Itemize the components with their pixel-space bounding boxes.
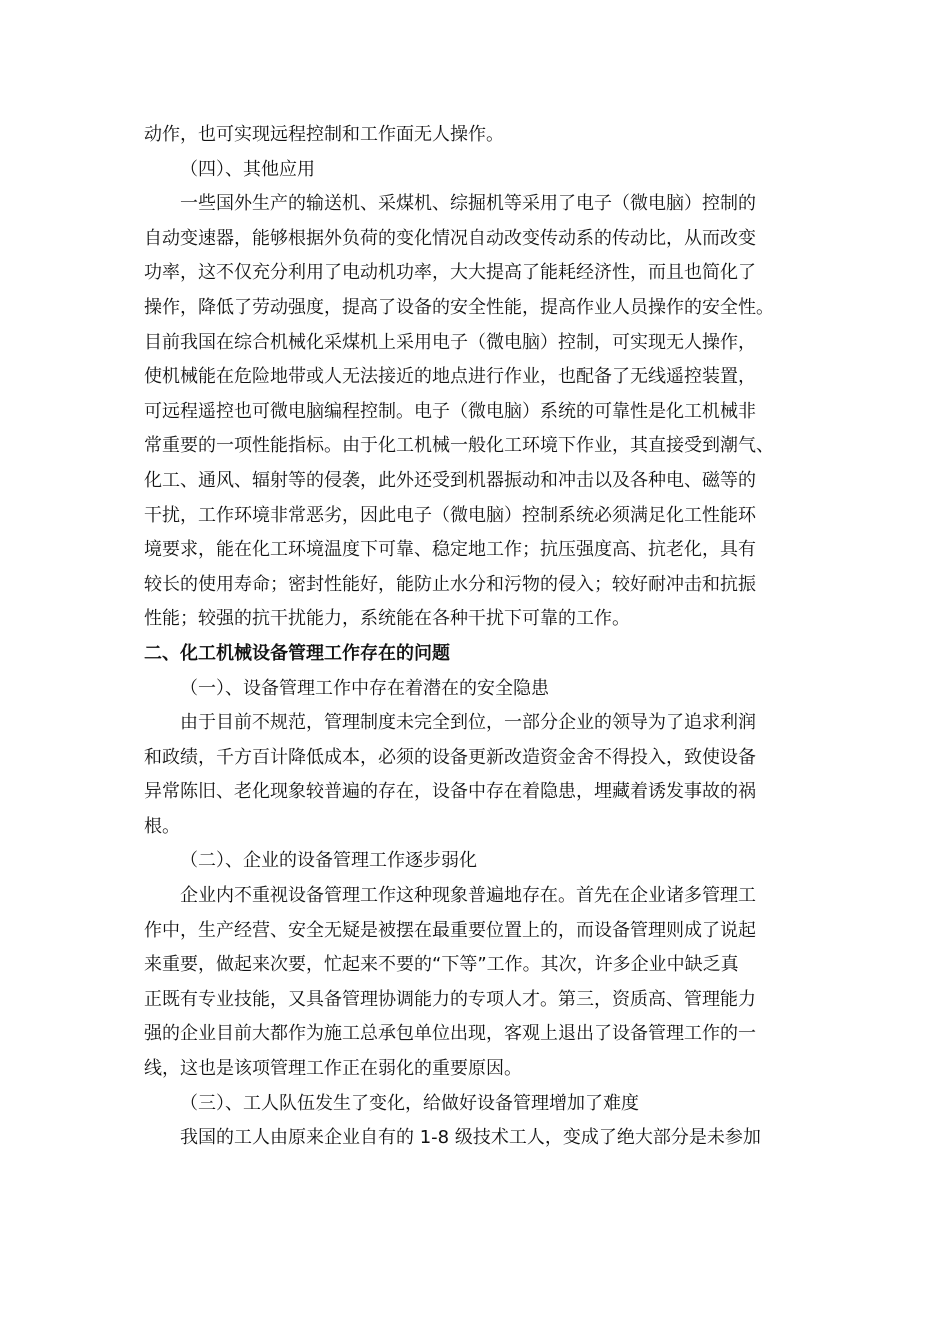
paragraph-line: 功率，这不仅充分利用了电动机功率，大大提高了能耗经济性，而且也简化了 xyxy=(144,262,756,284)
paragraph-line: 性能；较强的抗干扰能力，系统能在各种干扰下可靠的工作。 xyxy=(144,608,630,630)
paragraph-line: 作中，生产经营、安全无疑是被摆在最重要位置上的，而设备管理则成了说起 xyxy=(144,919,756,941)
paragraph-line: 自动变速器，能够根据外负荷的变化情况自动改变传动系的传动比，从而改变 xyxy=(144,227,756,249)
paragraph-line: 较长的使用寿命；密封性能好，能防止水分和污物的侵入；较好耐冲击和抗振 xyxy=(144,573,756,595)
document-body xyxy=(144,118,824,1156)
paragraph-line: 动作，也可实现远程控制和工作面无人操作。 xyxy=(144,124,504,145)
paragraph-line: 来重要，做起来次要，忙起来不要的“下等”工作。其次，许多企业中缺乏真 xyxy=(144,954,739,976)
paragraph-line: 企业内不重视设备管理工作这种现象普遍地存在。首先在企业诸多管理工 xyxy=(180,885,756,907)
paragraph-line: （四）、其他应用 xyxy=(180,158,315,180)
paragraph-line: 和政绩，千方百计降低成本，必须的设备更新改造资金舍不得投入，致使设备 xyxy=(144,746,756,768)
paragraph-line: （二）、企业的设备管理工作逐步弱化 xyxy=(180,850,477,872)
paragraph-line: 我国的工人由原来企业自有的 1-8 级技术工人，变成了绝大部分是未参加 xyxy=(180,1127,761,1149)
paragraph-line: 强的企业目前大都作为施工总承包单位出现，客观上退出了设备管理工作的一 xyxy=(144,1023,756,1045)
paragraph-line: 化工、通风、辐射等的侵袭，此外还受到机器振动和冲击以及各种电、磁等的 xyxy=(144,469,756,491)
paragraph-line: 一些国外生产的输送机、采煤机、综掘机等采用了电子（微电脑）控制的 xyxy=(180,193,756,215)
paragraph-line: 异常陈旧、老化现象较普遍的存在，设备中存在着隐患，埋藏着诱发事故的祸 xyxy=(144,781,756,803)
paragraph-line: 可远程遥控也可微电脑编程控制。电子（微电脑）系统的可靠性是化工机械非 xyxy=(144,400,756,422)
paragraph-line: （一）、设备管理工作中存在着潜在的安全隐患 xyxy=(180,677,549,699)
paragraph-line: 根。 xyxy=(144,815,180,837)
paragraph-line: 使机械能在危险地带或人无法接近的地点进行作业，也配备了无线遥控装置， xyxy=(144,366,756,388)
paragraph-line: 境要求，能在化工环境温度下可靠、稳定地工作；抗压强度高、抗老化，具有 xyxy=(144,539,756,561)
paragraph-line: 正既有专业技能，又具备管理协调能力的专项人才。第三，资质高、管理能力 xyxy=(144,988,756,1010)
paragraph-line: 由于目前不规范，管理制度未完全到位，一部分企业的领导为了追求利润 xyxy=(180,712,756,734)
section-heading: 二、化工机械设备管理工作存在的问题 xyxy=(144,642,450,664)
paragraph-line: 线，这也是该项管理工作正在弱化的重要原因。 xyxy=(144,1058,522,1080)
paragraph-line: 目前我国在综合机械化采煤机上采用电子（微电脑）控制，可实现无人操作， xyxy=(144,331,756,353)
paragraph-line: （三）、工人队伍发生了变化，给做好设备管理增加了难度 xyxy=(180,1092,639,1114)
paragraph-line: 常重要的一项性能指标。由于化工机械一般化工环境下作业，其直接受到潮气、 xyxy=(144,435,774,457)
paragraph-line: 操作，降低了劳动强度，提高了设备的安全性能，提高作业人员操作的安全性。 xyxy=(144,296,774,318)
paragraph-line: 干扰，工作环境非常恶劣，因此电子（微电脑）控制系统必须满足化工性能环 xyxy=(144,504,756,526)
